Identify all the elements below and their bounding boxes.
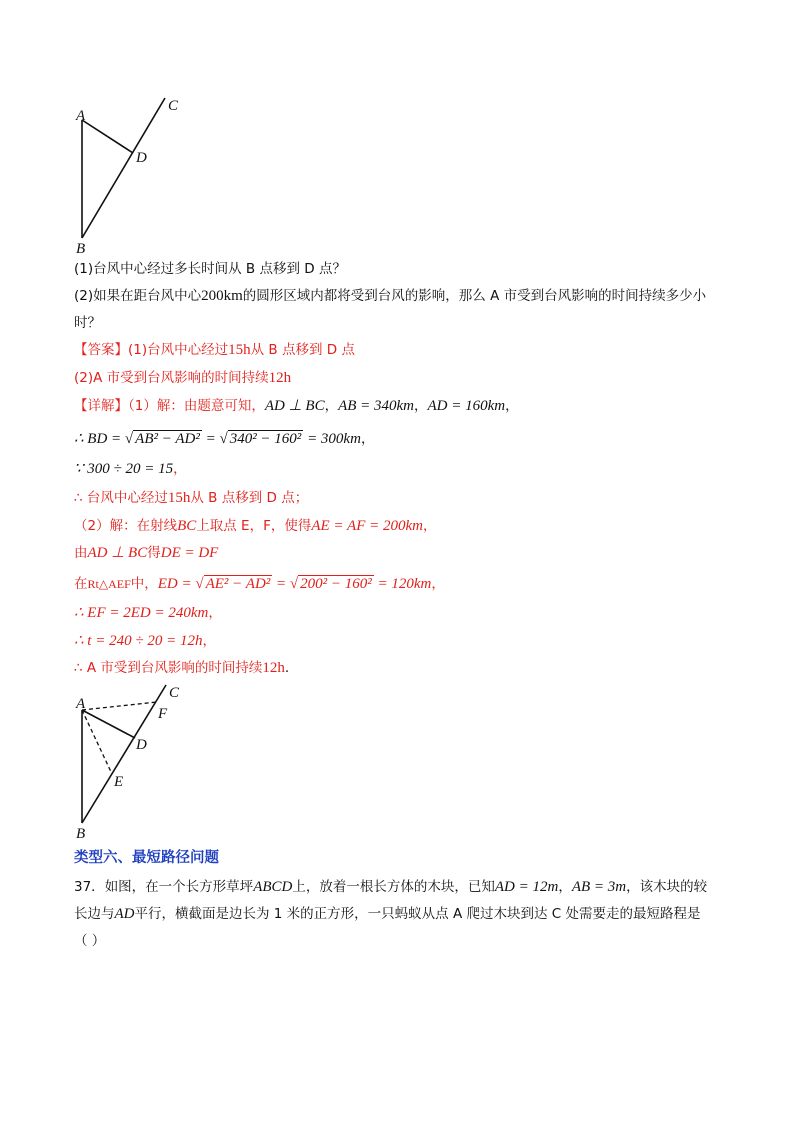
label-a-2: A [76, 696, 86, 712]
detail-6-mid: 得 [147, 545, 161, 561]
label-f-2: F [158, 706, 168, 722]
detail-line-4 [74, 488, 308, 508]
detail-line-2: ∴ BD = √ AB² − AD² = √ 340² − 160² = 300km， [74, 431, 375, 447]
q37-text-3: ，该木块的较 [626, 879, 708, 895]
detail-line-8: ∴ EF = 2ED = 240km， [74, 605, 222, 621]
detail-4-value: 15h [167, 490, 191, 506]
detail-7-rhs: = 120km [373, 576, 432, 592]
detail-7-triangle: Rt△AEF [87, 577, 131, 591]
detail-line-10: ∴ A 市受到台风影响的时间持续12h. [74, 660, 290, 676]
segment-ad [82, 120, 133, 153]
q37-ad: AD = 12m [494, 879, 559, 895]
detail-2-lhs: ∴ BD = [74, 431, 125, 447]
q37-abcd: ABCD [253, 879, 293, 895]
detail-4-prefix: ∴ 台风中心经过 [74, 490, 168, 506]
q2-rest: 的圆形区域内都将受到台风的影响，那么 A 市受到台风影响的时间持续多少小 [242, 288, 707, 304]
label-b-2: B [76, 826, 86, 842]
answer-2-prefix: (2)A 市受到台风影响的时间持续 [74, 370, 269, 386]
detail-2-root-1: AB² − AD² [135, 431, 200, 447]
question-2 [74, 286, 706, 306]
answer-1-suffix: 从 B 点移到 D 点 [250, 342, 355, 358]
detail-5-prefix: （2）解：在射线 [74, 518, 178, 534]
q37-ab: AB = 3m [571, 879, 627, 895]
q37-line-2-rest: 平行，横截面是边长为 1 米的正方形，一只蚂蚁从点 A 爬过木块到达 C 处需要走的最短路程是 [134, 906, 701, 922]
q2-radius: 200km [201, 288, 243, 304]
label-a: A [76, 108, 86, 124]
detail-2-root-2: 340² − 160² [229, 431, 302, 447]
detail-5-mid: 上取点 E，F，使得 [196, 518, 312, 534]
q37-number: 37． [74, 879, 105, 895]
detail-10-value: 12h [262, 660, 285, 676]
detail-10-prefix: ∴ A 市受到台风影响的时间持续 [74, 660, 263, 676]
section-title: 类型六、最短路径问题 [74, 850, 219, 866]
detail-line-7: 在Rt△AEF中，ED = √ AE² − AD² = √ 200² − 160² = 120km， [74, 576, 445, 592]
segment-ad-2 [82, 710, 135, 738]
detail-tag: 【详解】 [74, 398, 128, 414]
answer-tag: 【答案】 [74, 342, 128, 358]
detail-1-eq-1: AD ⊥ BC [264, 398, 325, 414]
detail-2-rhs: = 300km [303, 431, 361, 447]
q37-text-2: 上，放着一根长方体的木块，已知 [292, 879, 495, 895]
question-37-blank: （ ） [74, 933, 106, 949]
figure-1-triangle [60, 90, 200, 260]
detail-line-6 [74, 543, 218, 563]
detail-4-suffix: 从 B 点移到 D 点； [190, 490, 309, 506]
detail-5-ray: BC [177, 518, 197, 534]
detail-7-root-1: AE² − AD² [205, 576, 271, 592]
detail-1-eq-3: AD = 160km [427, 398, 506, 414]
answer-line-1 [74, 340, 355, 360]
q2-prefix: (2)如果在距台风中心 [74, 288, 202, 304]
detail-line-1: 【详解】（1）解：由题意可知，AD ⊥ BC，AB = 340km，AD = 160km， [74, 398, 519, 414]
detail-line-3: ∵ 300 ÷ 20 = 15， [74, 461, 187, 477]
q37-line-2-prefix: 长边与 [74, 906, 115, 922]
detail-8-eq: ∴ EF = 2ED = 240km [74, 605, 209, 621]
detail-line-5: （2）解：在射线BC上取点 E，F，使得AE = AF = 200km， [74, 518, 437, 534]
question-2-line-2: 时？ [74, 315, 101, 331]
detail-7-prefix: 在 [74, 576, 88, 592]
q37-line-2-ad: AD [114, 906, 135, 922]
segment-af-dashed [82, 702, 157, 710]
segment-ae-dashed [82, 710, 112, 774]
figure-2-triangle [60, 680, 200, 845]
label-c: C [168, 98, 179, 114]
question-1: (1)台风中心经过多长时间从 B 点移到 D 点？ [74, 261, 346, 277]
answer-2-value: 12h [268, 370, 292, 386]
question-37-line-2 [74, 904, 701, 924]
label-d-2: D [136, 737, 147, 753]
detail-1-text: （1）解：由题意可知， [128, 398, 265, 414]
detail-3-eq: ∵ 300 ÷ 20 = 15 [74, 461, 174, 477]
label-b: B [76, 241, 86, 257]
detail-line-9: ∴ t = 240 ÷ 20 = 12h， [74, 633, 216, 649]
label-d: D [136, 150, 147, 166]
detail-7-mid: 中， [130, 576, 158, 592]
detail-1-eq-2: AB = 340km [338, 398, 415, 414]
detail-6-prefix: 由 [74, 545, 88, 561]
detail-7-lhs: ED = [157, 576, 196, 592]
detail-7-root-2: 200² − 160² [300, 576, 372, 592]
detail-6-eq-2: DE = DF [160, 545, 219, 561]
question-37-line-1: 37．如图，在一个长方形草坪ABCD上，放着一根长方体的木块，已知AD = 12m，AB = 3m，该木块的较 [74, 879, 708, 895]
answer-line-2 [74, 368, 291, 388]
segment-bc [82, 98, 165, 238]
q37-text-1: 如图，在一个长方形草坪 [104, 879, 254, 895]
answer-1-value: 15h [228, 342, 251, 358]
detail-9-eq: ∴ t = 240 ÷ 20 = 12h [74, 633, 203, 649]
label-e-2: E [114, 774, 124, 790]
detail-5-eq: AE = AF = 200km [311, 518, 423, 534]
label-c-2: C [169, 685, 180, 701]
detail-6-eq-1: AD ⊥ BC [87, 545, 148, 561]
answer-1-prefix: (1)台风中心经过 [128, 342, 229, 358]
